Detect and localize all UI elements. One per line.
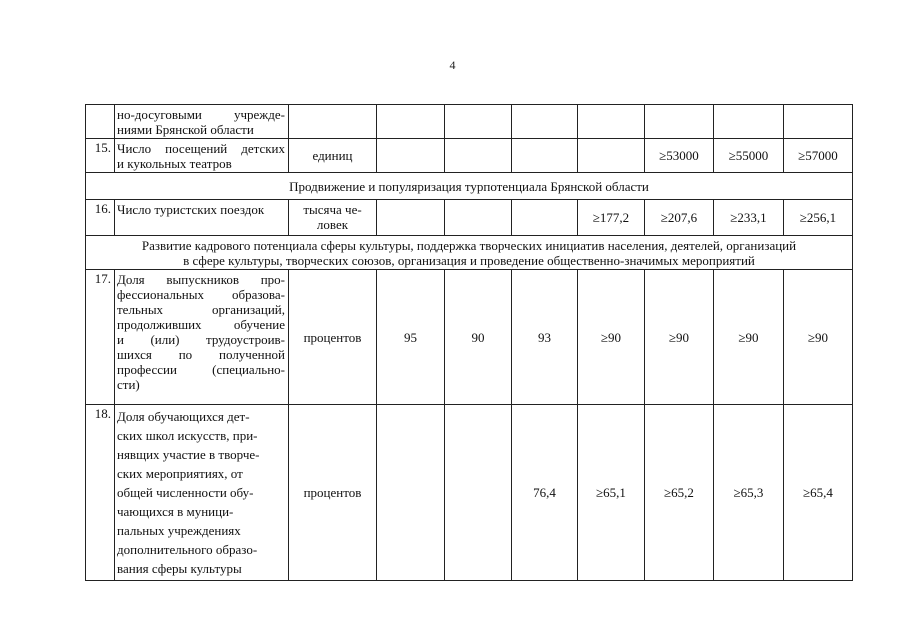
table-row [86, 200, 853, 236]
value-cell: ≥65,4 [784, 405, 853, 581]
unit-cell [289, 105, 377, 139]
value-cell: ≥57000 [784, 139, 853, 173]
name-line: фессиональных образова- [117, 287, 285, 302]
name-line: общей численности обу- [117, 485, 254, 500]
unit-line: ловек [316, 217, 349, 232]
value-cell: ≥90 [578, 270, 645, 405]
name-line: сти) [117, 377, 140, 392]
value-cell: ≥207,6 [645, 200, 714, 236]
name-line: профессии (специально- [117, 362, 285, 377]
value-cell: ≥90 [784, 270, 853, 405]
name-line: и кукольных театров [117, 156, 232, 171]
value-cell: 95 [377, 270, 445, 405]
name-line: Доля выпускников про- [117, 272, 285, 287]
value-cell: ≥90 [714, 270, 784, 405]
row-number: 16. [86, 200, 115, 236]
section-heading-line: в сфере культуры, творческих союзов, организация и проведение общественно-значимых мероприятий [183, 252, 755, 268]
table-row [86, 139, 853, 173]
unit-line: тысяча че- [303, 202, 362, 217]
name-line: пальных учреждениях [117, 523, 241, 538]
indicator-name [115, 405, 289, 581]
value-cell: ≥65,2 [645, 405, 714, 581]
table-row [86, 270, 853, 405]
name-line: Число посещений детских [117, 141, 285, 156]
value-cell: 90 [445, 270, 512, 405]
indicators-table [85, 104, 853, 581]
value-cell [377, 139, 445, 173]
name-line: ниями Брянской области [117, 122, 254, 137]
name-line: Доля обучающихся дет- [117, 409, 250, 424]
value-cell: ≥65,1 [578, 405, 645, 581]
name-line: и (или) трудоустроив- [117, 332, 285, 347]
name-line: но-досуговыми учрежде- [117, 107, 285, 122]
value-cell: 93 [512, 270, 578, 405]
value-cell: ≥55000 [714, 139, 784, 173]
unit-cell [289, 200, 377, 236]
name-line: дополнительного образо- [117, 542, 258, 557]
value-cell [512, 200, 578, 236]
value-cell [784, 105, 853, 139]
section-heading: Продвижение и популяризация турпотенциала Брянской области [86, 173, 853, 200]
value-cell [578, 139, 645, 173]
name-line: продолживших обучение [117, 317, 285, 332]
value-cell [445, 200, 512, 236]
value-cell: ≥65,3 [714, 405, 784, 581]
name-line: шихся по полученной [117, 347, 285, 362]
value-cell [445, 105, 512, 139]
name-line: ских школ искусств, при- [117, 428, 258, 443]
indicator-name [115, 139, 289, 173]
value-cell [714, 105, 784, 139]
indicator-name [115, 105, 289, 139]
value-cell [445, 139, 512, 173]
unit-cell: процентов [289, 405, 377, 581]
table-row [86, 405, 853, 581]
indicator-name [115, 200, 289, 236]
unit-cell: единиц [289, 139, 377, 173]
value-cell [377, 105, 445, 139]
value-cell [645, 105, 714, 139]
row-number: 18. [86, 405, 115, 581]
name-line: вания сферы культуры [117, 561, 242, 576]
value-cell [377, 405, 445, 581]
indicator-name [115, 270, 289, 405]
section-heading [86, 236, 853, 270]
name-line: чающихся в муници- [117, 504, 234, 519]
value-cell [512, 105, 578, 139]
value-cell [512, 139, 578, 173]
value-cell: ≥53000 [645, 139, 714, 173]
section-row [86, 236, 853, 270]
section-row [86, 173, 853, 200]
row-number: 17. [86, 270, 115, 405]
section-heading-line: Развитие кадрового потенциала сферы культуры, поддержка творческих инициатив населения, деятелей, организаций [141, 237, 797, 253]
value-cell [578, 105, 645, 139]
value-cell: ≥233,1 [714, 200, 784, 236]
name-line: Число туристских поездок [117, 202, 265, 217]
value-cell [377, 200, 445, 236]
value-cell: ≥177,2 [578, 200, 645, 236]
value-cell: ≥90 [645, 270, 714, 405]
row-number: 15. [86, 139, 115, 173]
row-number [86, 105, 115, 139]
value-cell: 76,4 [512, 405, 578, 581]
page-number: 4 [449, 58, 456, 72]
name-line: ских мероприятиях, от [117, 466, 243, 481]
value-cell [445, 405, 512, 581]
value-cell: ≥256,1 [784, 200, 853, 236]
unit-cell: процентов [289, 270, 377, 405]
table-row [86, 105, 853, 139]
name-line: тельных организаций, [117, 302, 285, 317]
name-line: нявщих участие в творче- [117, 447, 260, 462]
